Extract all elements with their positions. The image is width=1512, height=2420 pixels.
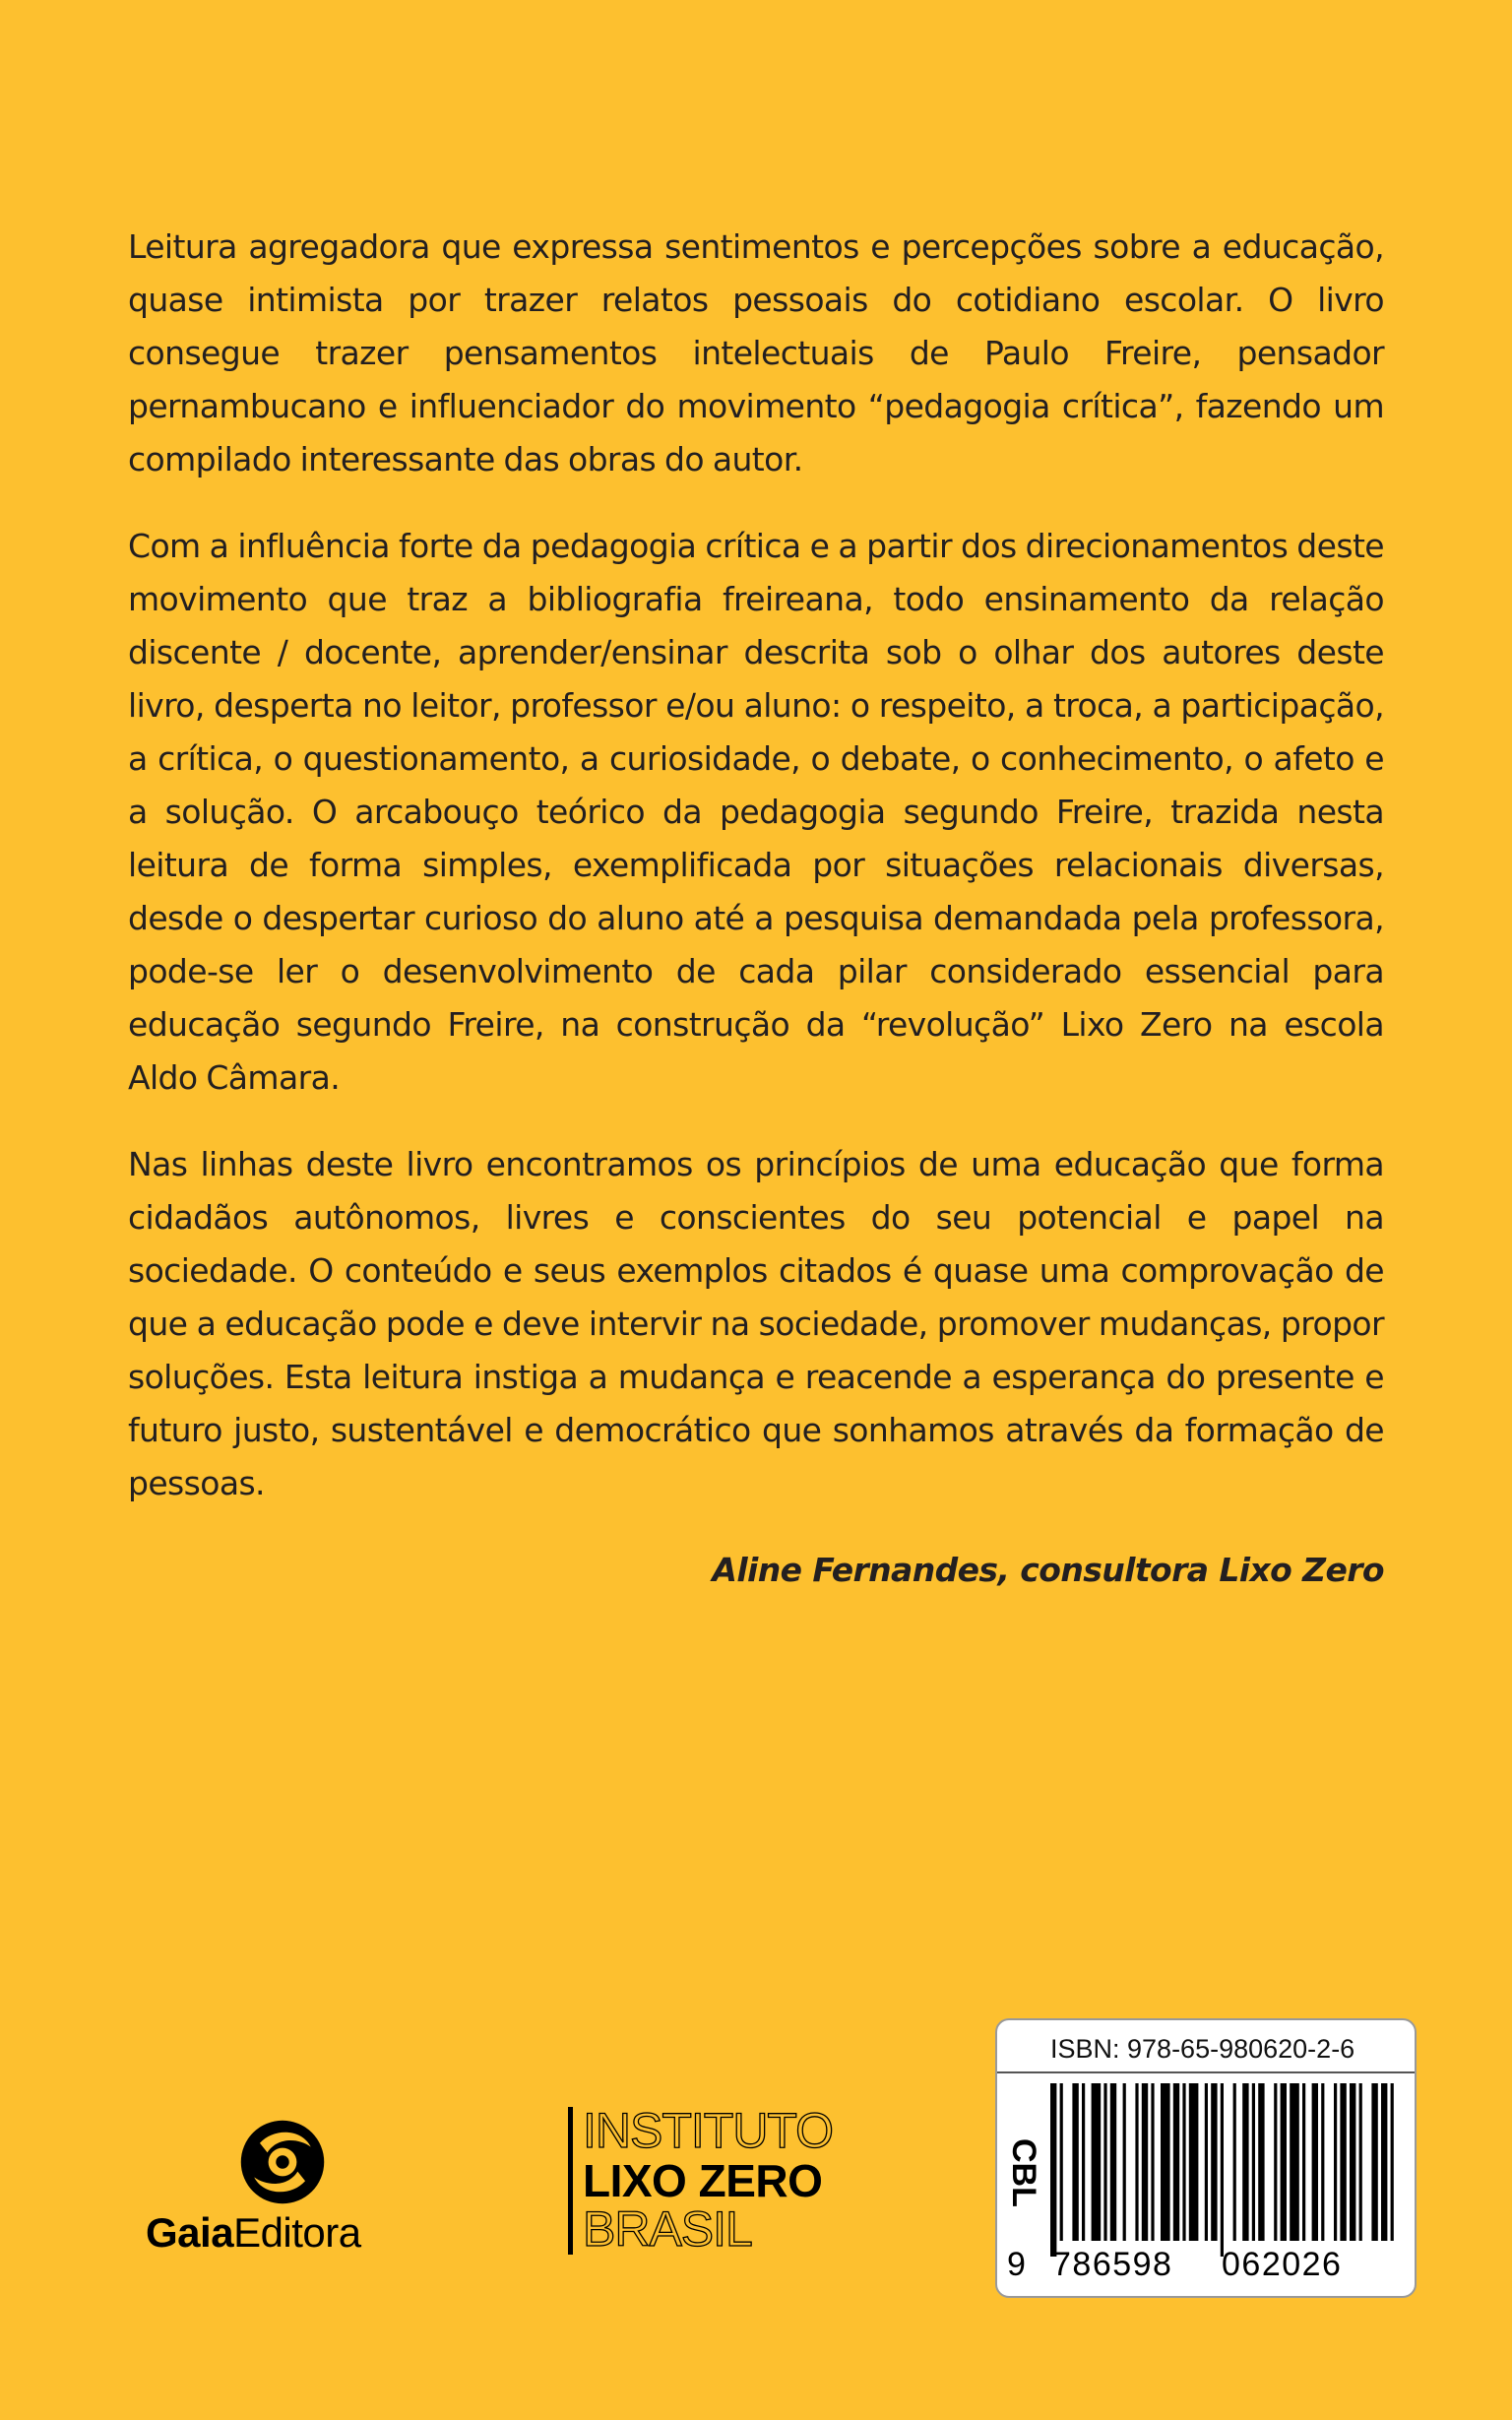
- isbn-digits-group2: 062026: [1222, 2246, 1343, 2283]
- barcode-bar: [1350, 2083, 1355, 2241]
- barcode-bar: [1391, 2083, 1394, 2241]
- cbl-text: CBL: [1005, 2138, 1042, 2207]
- instituto-lixo-zero-logo: [568, 2103, 863, 2257]
- blurb-paragraph-2: Com a influência forte da pedagogia crítica e a partir dos direcionamentos deste movimento que traz a bibliografia freireana, todo ensinamento da relação discente / docente, aprender/ensinar descrita sob o olhar dos autores deste livro, desperta no leitor, professor e/ou aluno: o respeito, a troca, a participação, a crítica, o questionamento, a curiosidade, o debate, o conhecimento, o afeto e a solução. O arcabouço teórico da pedagogia segundo Freire, trazida nesta leitura de forma simples, exemplificada por situações relacionais diversas, desde o despertar curioso do aluno até a pesquisa demandada pela professora, pode-se ler o desenvolvimento de cada pilar considerado essencial para educação segundo Freire, na construção da “revolução” Lixo Zero na escola Aldo Câmara.: [128, 527, 1384, 1097]
- barcode-bar: [1312, 2083, 1318, 2241]
- blurb-paragraph-3: Nas linhas deste livro encontramos os princípios de uma educação que forma cidadãos autônomos, livres e conscientes do seu potencial e papel na sociedade. O conteúdo e seus exemplos citados é quase uma comprovação de que a educação pode e deve intervir na sociedade, promover mudanças, propor soluções. Esta leitura instiga a mudança e reacende a esperança do presente e futuro justo, sustentável e democrático que sonhamos através da formação de pessoas.: [128, 1145, 1384, 1502]
- barcode-bar: [1359, 2083, 1362, 2241]
- logo-line-brasil: BRASIL: [583, 2201, 752, 2257]
- barcode-bar: [1151, 2083, 1154, 2241]
- barcode-bar: [1135, 2083, 1138, 2241]
- blurb-paragraph-1: Leitura agregadora que expressa sentimentos e percepções sobre a educação, quase intimista por trazer relatos pessoais do cotidiano escolar. O livro consegue trazer pensamentos intelectuais de Paulo Freire, pensador pernambucano e influenciador do movimento “pedagogia crítica”, fazendo um compilado interessante das obras do autor.: [128, 227, 1384, 478]
- barcode-bar: [1221, 2083, 1224, 2257]
- barcode-bar: [1290, 2083, 1299, 2241]
- gaia-editora-logo: [146, 2115, 421, 2256]
- barcode-bar: [1142, 2083, 1148, 2241]
- barcode-bar: [1321, 2083, 1324, 2241]
- barcode-bar: [1050, 2083, 1056, 2257]
- isbn-digits: [1007, 2245, 1411, 2284]
- barcode-bar: [1381, 2083, 1387, 2241]
- barcode-bar: [1242, 2083, 1248, 2241]
- barcode-bar: [1340, 2083, 1346, 2241]
- isbn-digit-first: 9: [1007, 2246, 1028, 2283]
- barcode-bar: [1060, 2083, 1063, 2241]
- barcode-bar: [1252, 2083, 1255, 2241]
- logo-bar: [568, 2107, 573, 2255]
- isbn-barcode-box: [995, 2018, 1417, 2298]
- barcode-bar: [1189, 2083, 1199, 2241]
- isbn-digits-group1: 786598: [1052, 2246, 1173, 2283]
- logo-line-instituto: INSTITUTO: [583, 2103, 833, 2158]
- isbn-divider: [997, 2071, 1415, 2073]
- barcode-bar: [1233, 2083, 1236, 2241]
- barcode-bar: [1205, 2083, 1208, 2241]
- barcode-bar: [1258, 2083, 1264, 2241]
- barcode-bar: [1173, 2083, 1179, 2241]
- barcode-bar: [1123, 2083, 1126, 2241]
- barcode-bar: [1092, 2083, 1102, 2241]
- gaia-wordmark: [146, 2209, 361, 2257]
- barcode-bar: [1371, 2083, 1377, 2241]
- barcode-bar: [1103, 2083, 1106, 2241]
- barcode-icon: [1046, 2083, 1405, 2257]
- barcode-bar: [1182, 2083, 1185, 2241]
- barcode-bar: [1110, 2083, 1116, 2241]
- barcode-bar: [1072, 2083, 1078, 2241]
- barcode-bar: [1161, 2083, 1170, 2241]
- barcode-bar: [1274, 2083, 1277, 2241]
- gaia-wordmark-regular: Editora: [233, 2209, 361, 2256]
- barcode-bar: [1082, 2083, 1085, 2241]
- gaia-swirl-icon: [235, 2115, 330, 2209]
- logo-line-lixo-zero: LIXO ZERO: [583, 2155, 823, 2206]
- barcode-bar: [1302, 2083, 1305, 2241]
- blurb-signature: Aline Fernandes, consultora Lixo Zero: [712, 1551, 1384, 1589]
- blurb: [128, 221, 1384, 1597]
- barcode-bar: [1281, 2083, 1287, 2241]
- gaia-wordmark-bold: Gaia: [146, 2209, 234, 2256]
- barcode-bar: [1211, 2083, 1217, 2241]
- isbn-label: ISBN: 978-65-980620-2-6: [1050, 2034, 1355, 2064]
- barcode-bar: [1334, 2083, 1337, 2241]
